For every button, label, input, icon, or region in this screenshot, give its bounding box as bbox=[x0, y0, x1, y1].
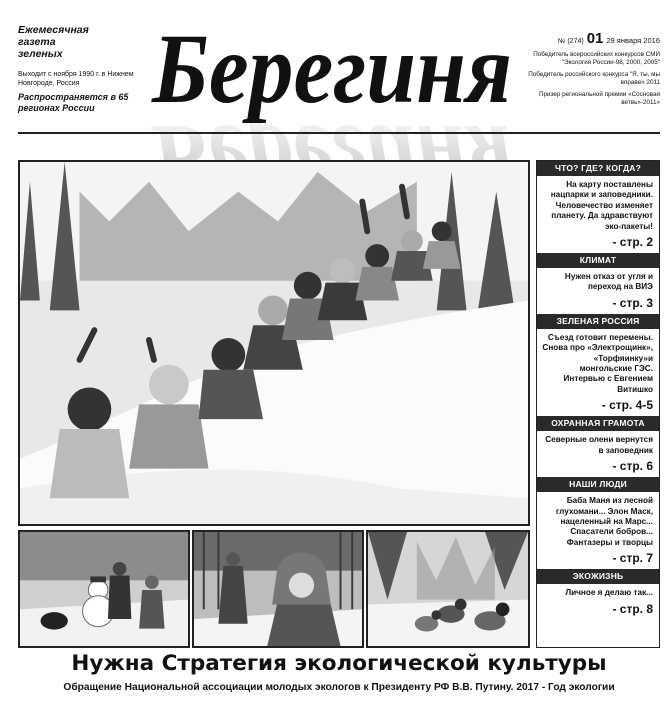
article-teaser-1[interactable]: На карту поставлены нацпарки и заповедники. Человечество изменяет планету. Да здравствуют эко-пакеты! bbox=[550, 180, 653, 231]
regions-note: Распространяется в 65 регионах России bbox=[18, 92, 129, 113]
page-ref-4[interactable]: - стр. 6 bbox=[612, 459, 653, 474]
rubric-what-where-when: ЧТО? ГДЕ? КОГДА? bbox=[537, 161, 659, 176]
issue-line bbox=[520, 32, 660, 46]
article-teaser-4[interactable]: Северные олени вернутся в заповедник bbox=[545, 435, 653, 455]
photo-girl-in-snow bbox=[192, 530, 364, 648]
masthead-rule bbox=[18, 132, 660, 134]
page-ref-3[interactable]: - стр. 4-5 bbox=[601, 398, 653, 413]
article-teaser-2[interactable]: Нужен отказ от угля и переход на ВИЭ bbox=[564, 272, 653, 292]
tagline-line-3: зеленых bbox=[18, 48, 63, 60]
sub-headline: Обращение Национальной ассоциации молодых экологов к Президенту РФ В.В. Путину. 2017 - Год экологии bbox=[63, 682, 615, 693]
main-photo-children-in-snow bbox=[18, 160, 530, 526]
article-teaser-6[interactable]: Личное я делаю так... bbox=[565, 588, 653, 598]
photo-snowman bbox=[18, 530, 190, 648]
newspaper-logo bbox=[146, 13, 518, 146]
rubric-protection-charter: ОХРАННАЯ ГРАМОТА bbox=[537, 416, 659, 431]
issue-number: № (274) bbox=[557, 38, 584, 45]
page-ref-2[interactable]: - стр. 3 bbox=[612, 295, 653, 310]
page-ref-5[interactable]: - стр. 7 bbox=[612, 551, 653, 566]
rubric-climate: КЛИМАТ bbox=[537, 253, 659, 268]
rubric-green-russia: ЗЕЛЕНАЯ РОССИЯ bbox=[537, 314, 659, 329]
rubric-eco-life: ЭКОЖИЗНЬ bbox=[537, 569, 659, 584]
masthead-right bbox=[520, 32, 660, 107]
article-teaser-3[interactable]: Съезд готовит перемены. Снова про «Электрощинк», «Торфяинку»и монгольские ГЭС. Интервью с Евгением Витишко bbox=[542, 332, 653, 394]
award-3: Призер региональной премии «Сосновая ветвь»-2011» bbox=[538, 91, 660, 106]
rubric-our-people: НАШИ ЛЮДИ bbox=[537, 477, 659, 492]
page-ref-1[interactable]: - стр. 2 bbox=[612, 235, 653, 250]
tagline-line-2: газета bbox=[18, 36, 56, 48]
masthead-left bbox=[18, 24, 136, 113]
award-1: Победитель всероссийских конкурсов СМИ "Экология России-98, 2000, 2005" bbox=[533, 51, 660, 66]
contents-sidebar bbox=[536, 160, 660, 648]
issue-short: 01 bbox=[586, 30, 604, 47]
page-ref-6[interactable]: - стр. 8 bbox=[612, 601, 653, 616]
since-note: Выходит с ноября 1990 г. в Нижнем Новгороде, Россия bbox=[18, 71, 134, 87]
award-2: Победитель российского конкурса "Я, ты, мы вправе» 2011 bbox=[528, 71, 660, 86]
article-teaser-5[interactable]: Баба Маня из лесной глухомани... Элон Маск, нацеленный на Марс... Спасатели бобров... Фантазеры и творцы bbox=[555, 496, 653, 547]
main-headline[interactable]: Нужна Стратегия экологической культуры bbox=[71, 651, 607, 676]
tagline-line-1: Ежемесячная bbox=[18, 24, 89, 36]
issue-date: 29 января 2016 bbox=[606, 36, 660, 45]
svg-text:Берегиня: Берегиня bbox=[151, 13, 512, 124]
photo-husky-dogs bbox=[366, 530, 530, 648]
